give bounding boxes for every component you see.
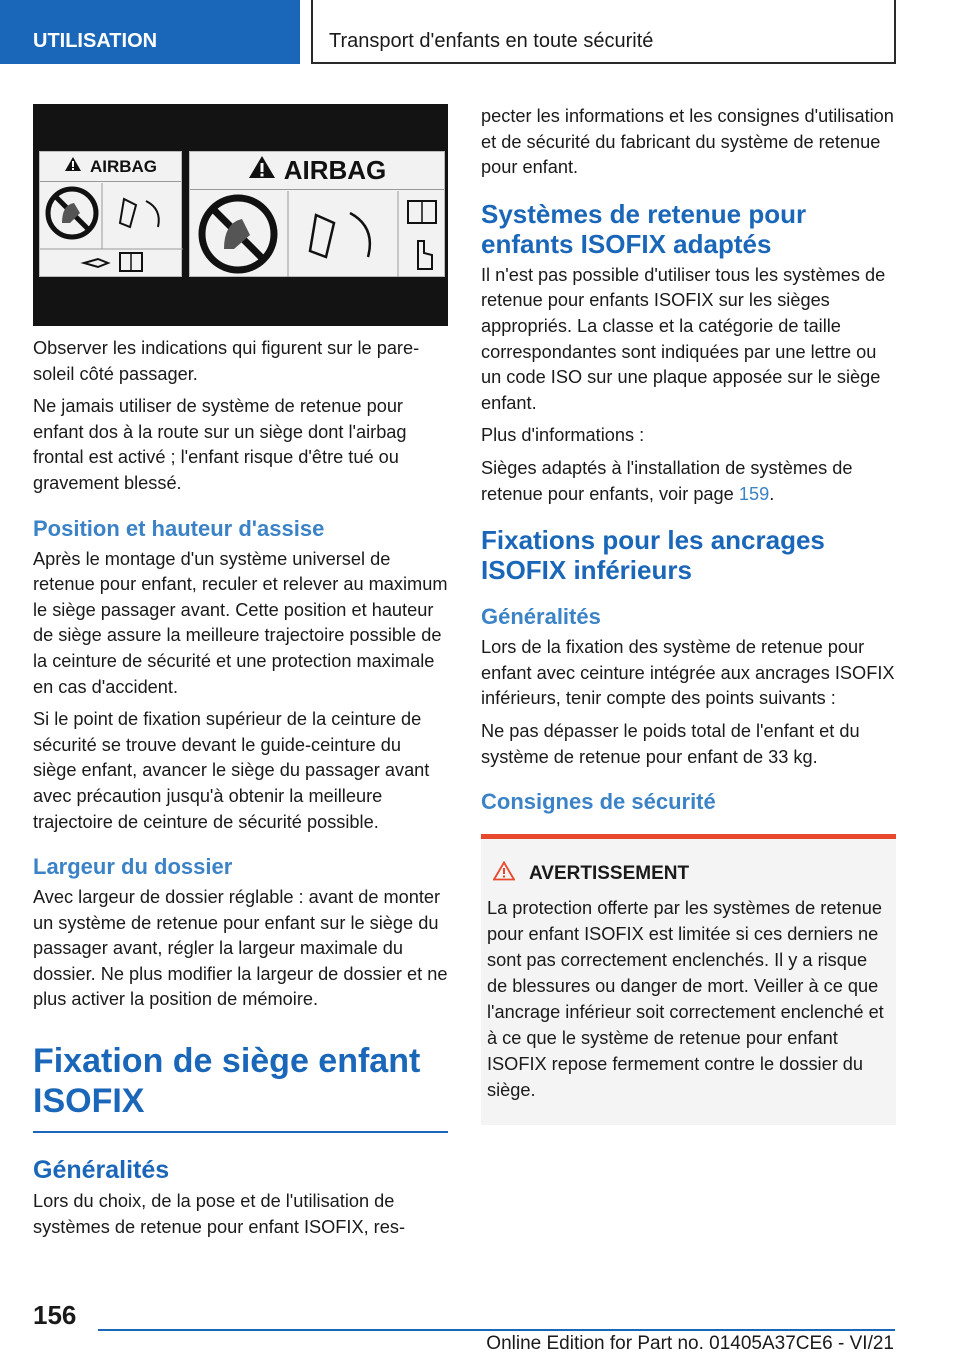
warning-triangle-icon [493, 861, 515, 887]
airbag-pictograms-icon [190, 191, 446, 277]
page-header [0, 0, 960, 66]
heading-fixation-isofix: Fixation de siège enfant ISOFIX [33, 1041, 448, 1133]
warning-title: AVERTISSEMENT [529, 863, 690, 885]
paragraph: Observer les indications qui figurent sur le pare-soleil côté passager. [33, 338, 420, 384]
edition-text: Online Edition for Part no. 01405A37CE6 - VI/21 [486, 1333, 894, 1354]
paragraph: Avec largeur de dossier réglable : avant de monter un système de retenue pour enfant sur le siège du passager avant, régler la largeur maximale du dossier. Ne plus modifier la largeur de dossier et ne plus activer la position de mémoire. [33, 887, 448, 1010]
paragraph: Il n'est pas possible d'utiliser tous les systèmes de retenue pour enfants ISOFIX sur les sièges appropriés. La classe et la catégorie de taille correspondantes sont indiquées par une lettre ou un code ISO sur une plaque apposée sur le siège enfant. [481, 264, 886, 413]
paragraph-with-link: Sièges adaptés à l'installation de systèmes de retenue pour enfants, voir page 159. [481, 457, 853, 504]
warning-triangle-icon [64, 156, 82, 177]
paragraph: Ne jamais utiliser de système de retenue pour enfant dos à la route sur un siège dont l'airbag frontal est activé ; l'enfant risque d'être tué ou gravement blessé. [33, 396, 407, 493]
heading-ancrages-isofix: Fixations pour les ancrages ISOFIX inférieurs [481, 525, 825, 586]
heading-generalites: Généralités [481, 604, 601, 630]
airbag-label-photo [33, 104, 448, 326]
section-label: UTILISATION [0, 0, 300, 64]
airbag-label-small-title: AIRBAG [89, 156, 158, 176]
warning-triangle-icon [248, 155, 276, 186]
paragraph: Lors du choix, de la pose et de l'utilisation de systèmes de retenue pour enfant ISOFIX, res- [33, 1191, 406, 1237]
heading-generalites: Généralités [33, 1156, 170, 1185]
paragraph: Lors de la fixation des système de retenue pour enfant avec ceinture intégrée aux ancrages ISOFIX inférieurs, tenir compte des points suivants : [481, 637, 895, 709]
page-link[interactable]: 159 [738, 483, 770, 504]
paragraph: Si le point de fixation supérieur de la ceinture de sécurité se trouve devant le guide-ceinture du siège enfant, avancer le siège du passager avant avec précaution jusqu'à obtenir la meilleure trajectoire de ceinture de sécurité possible. [33, 709, 430, 832]
heading-position-hauteur: Position et hauteur d'assise [33, 515, 325, 541]
page-number: 156 [33, 1300, 77, 1330]
left-column [33, 104, 448, 1247]
chapter-title: Transport d'enfants en toute sécurité [311, 0, 896, 64]
airbag-pictograms-icon [40, 183, 183, 277]
paragraph: Après le montage d'un système universel de retenue pour enfant, reculer et relever au maximum le siège passager avant. Cette position et hauteur de siège assure la meilleure trajectoire possible de la ceinture de sécurité et une protection maximale en cas d'accident. [33, 548, 448, 697]
airbag-label-large-title: AIRBAG [283, 155, 387, 185]
heading-largeur-dossier: Largeur du dossier [33, 854, 233, 880]
airbag-label-large [189, 151, 445, 277]
paragraph: Plus d'informations : [481, 425, 645, 446]
right-column [481, 104, 896, 1125]
paragraph: pecter les informations et les consignes d'utilisation et de sécurité du fabricant du système de retenue pour enfant. [481, 106, 894, 178]
footer-divider [98, 1329, 895, 1331]
heading-systemes-isofix: Systèmes de retenue pour enfants ISOFIX adaptés [481, 198, 807, 259]
heading-consignes-securite: Consignes de sécurité [481, 789, 716, 815]
paragraph: Ne pas dépasser le poids total de l'enfant et du système de retenue pour enfant de 33 kg. [481, 720, 860, 767]
warning-box [481, 834, 896, 1125]
warning-text: La protection offerte par les systèmes de retenue pour enfant ISOFIX est limitée si ces derniers ne sont pas correctement enclenchés. Il y a risque de blessures ou danger de mort. Veiller à ce que l'ancrage inférieur soit correctement enclenché et à ce que le système de retenue pour enfant ISOFIX repose fermement contre le dossier du siège. [487, 898, 884, 1101]
airbag-label-small [39, 151, 182, 277]
